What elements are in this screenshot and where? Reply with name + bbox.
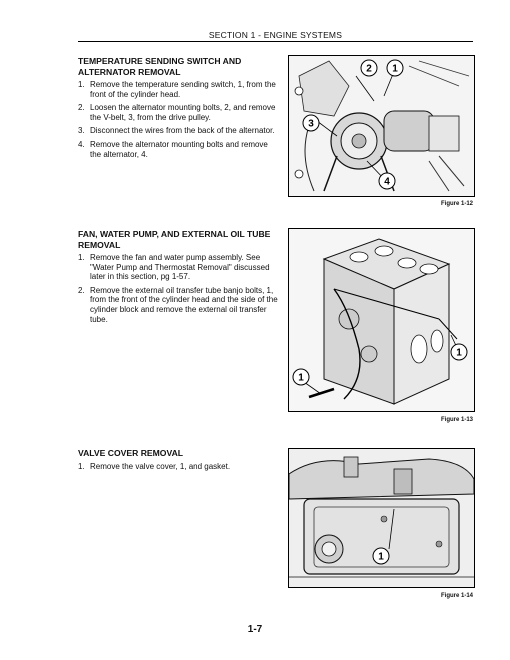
page-number: 1-7	[247, 624, 263, 635]
section-valve-cover-removal	[78, 448, 278, 475]
step-item	[78, 80, 278, 99]
callout-label: 1	[378, 551, 384, 563]
figure-caption: Figure 1-13	[440, 417, 473, 423]
step-text: Remove the alternator mounting bolts and remove the alternator, 4.	[90, 139, 268, 159]
section-header: SECTION 1 - ENGINE SYSTEMS	[208, 30, 343, 40]
step-item	[78, 286, 278, 324]
header-rule	[78, 41, 473, 42]
step-item	[78, 462, 278, 472]
step-text: Disconnect the wires from the back of the alternator.	[90, 126, 275, 136]
figure-alternator-photo	[288, 55, 475, 197]
step-text: Remove the fan and water pump assembly. See "Water Pump and Thermostat Removal" discussed later in this section, pg 1-57.	[90, 253, 270, 282]
step-number: 1.	[78, 461, 85, 471]
section-alternator-removal	[78, 56, 278, 163]
callout-label: 1	[456, 347, 462, 359]
step-text: Remove the external oil transfer tube banjo bolts, 1, from the front of the cylinder head and the side of the cylinder block and remove the external oil transfer tube.	[90, 285, 278, 324]
engine-block-illustration	[289, 229, 474, 411]
step-text: Loosen the alternator mounting bolts, 2, and remove the V-belt, 3, from the drive pulley.	[90, 103, 276, 122]
section-title: TEMPERATURE SENDING SWITCH AND ALTERNATOR REMOVAL	[78, 56, 242, 77]
step-number: 2.	[78, 285, 85, 295]
callout-label: 2	[366, 63, 372, 75]
section-title: VALVE COVER REMOVAL	[78, 448, 184, 458]
callout-label: 4	[384, 176, 390, 188]
step-number: 4.	[78, 139, 85, 149]
step-text: Remove the valve cover, 1, and gasket.	[90, 461, 231, 471]
step-item	[78, 253, 278, 282]
figure-caption: Figure 1-12	[440, 201, 473, 207]
step-number: 1.	[78, 253, 85, 262]
figure-engine-block-photo	[288, 228, 475, 412]
step-list	[78, 253, 278, 324]
callout-label: 1	[298, 372, 304, 384]
section-water-pump-removal	[78, 229, 278, 328]
step-number: 2.	[78, 103, 85, 113]
section-title: FAN, WATER PUMP, AND EXTERNAL OIL TUBE REMOVAL	[78, 229, 271, 250]
figure-valve-cover-photo	[288, 448, 475, 588]
step-list	[78, 462, 278, 472]
valve-cover-illustration	[289, 449, 474, 587]
step-item	[78, 140, 278, 159]
step-item	[78, 126, 278, 136]
step-text: Remove the temperature sending switch, 1, from the front of the cylinder head.	[90, 80, 276, 99]
step-number: 1.	[78, 80, 85, 89]
step-item	[78, 103, 278, 122]
callout-label: 1	[392, 63, 398, 75]
step-list	[78, 80, 278, 159]
step-number: 3.	[78, 126, 85, 136]
alternator-illustration	[289, 56, 474, 196]
callout-label: 3	[308, 118, 314, 130]
figure-caption: Figure 1-14	[440, 593, 473, 599]
